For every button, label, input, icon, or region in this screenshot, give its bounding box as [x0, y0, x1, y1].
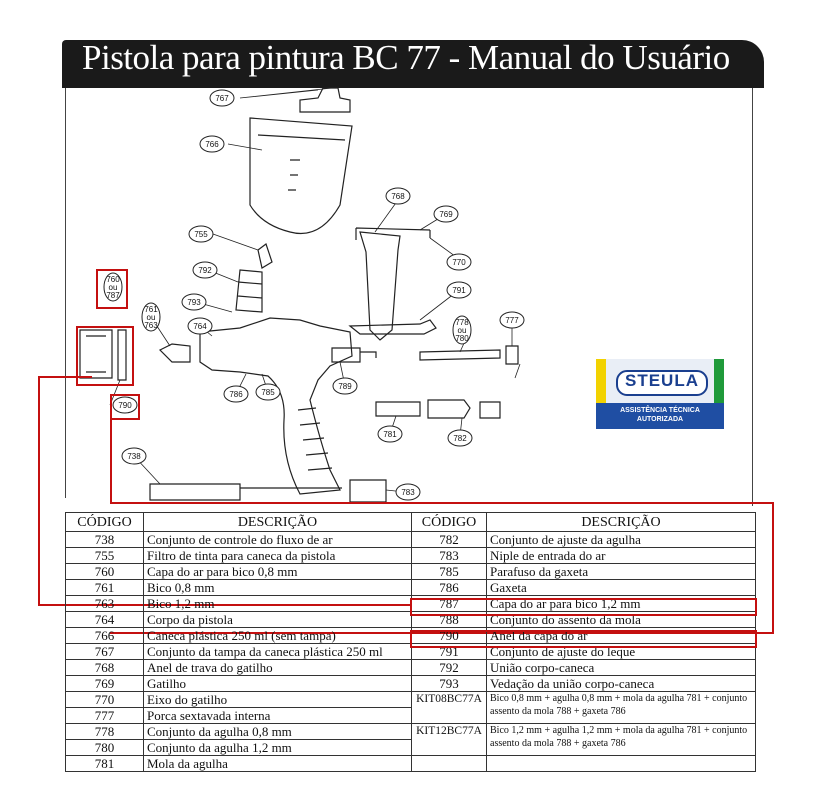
row-description: Conjunto da agulha 0,8 mm — [144, 724, 412, 740]
row-description: Bico 0,8 mm — [144, 580, 412, 596]
row-code: 790 — [412, 628, 487, 644]
row-code: 761 — [66, 580, 144, 596]
nipple-783 — [350, 480, 386, 502]
table-body — [66, 532, 756, 772]
callout-label: 738 — [127, 452, 141, 461]
callout-label: 786 — [229, 390, 243, 399]
header-code-left: CÓDIGO — [66, 513, 144, 532]
callout-label: 778 ou 780 — [455, 318, 469, 343]
table-row — [66, 660, 756, 676]
row-code: 769 — [66, 676, 144, 692]
highlight-line-left-top — [38, 376, 92, 378]
logo-name: STEULA — [625, 371, 699, 390]
row-code: 760 — [66, 564, 144, 580]
kit-description: Bico 0,8 mm + agulha 0,8 mm + mola da agulha 781 + conjunto assento da mola 788 + gaxeta 786 — [487, 692, 756, 724]
nozzle — [160, 344, 190, 362]
callout-label: 766 — [205, 140, 219, 149]
table-row — [66, 580, 756, 596]
row-code: 793 — [412, 676, 487, 692]
row-description: União corpo-caneca — [487, 660, 756, 676]
callout-label: 782 — [453, 434, 467, 443]
row-code: 780 — [66, 740, 144, 756]
row-code: 763 — [66, 596, 144, 612]
logo-subtitle-2: AUTORIZADA — [636, 416, 684, 423]
row-code: 738 — [66, 532, 144, 548]
row-code: 782 — [412, 532, 487, 548]
row-description: Mola da agulha — [144, 756, 412, 772]
row-code: 777 — [66, 708, 144, 724]
callout-label: 764 — [193, 322, 207, 331]
table-row — [66, 532, 756, 548]
row-description: Niple de entrada do ar — [487, 548, 756, 564]
kit-description: Bico 1,2 mm + agulha 1,2 mm + mola da agulha 781 + conjunto assento da mola 788 + gaxeta 786 — [487, 724, 756, 756]
row-code: 792 — [412, 660, 487, 676]
table-row — [66, 548, 756, 564]
row-code: 755 — [66, 548, 144, 564]
row-code: 766 — [66, 628, 144, 644]
highlight-row-790 — [410, 630, 757, 648]
row-description: Conjunto de ajuste da agulha — [487, 532, 756, 548]
callout-label: 777 — [505, 316, 519, 325]
callout-label: 790 — [118, 401, 132, 410]
row-code: 781 — [66, 756, 144, 772]
table-row — [66, 756, 756, 772]
table-row — [66, 676, 756, 692]
row-description: Eixo do gatilho — [144, 692, 412, 708]
row-description: Bico 1,2 mm — [144, 596, 412, 612]
callout-label: 791 — [452, 286, 466, 295]
table-row — [66, 564, 756, 580]
row-description: Conjunto da tampa da caneca plástica 250 ml — [144, 644, 412, 660]
highlight-line-mid-vert — [110, 416, 112, 504]
callout-label: 781 — [383, 430, 397, 439]
callout-label: 768 — [391, 192, 405, 201]
kit-code: KIT12BC77A — [412, 724, 487, 756]
row-description: Filtro de tinta para caneca da pistola — [144, 548, 412, 564]
row-code: 768 — [66, 660, 144, 676]
row-description: Gatilho — [144, 676, 412, 692]
callout-label: 789 — [338, 382, 352, 391]
empty-cell — [487, 756, 756, 772]
trigger — [360, 232, 400, 340]
highlight-line-left-vert — [38, 376, 40, 606]
row-description: Conjunto de ajuste do leque — [487, 644, 756, 660]
cup-ribs — [258, 135, 345, 190]
row-description: Caneca plástica 250 ml (sem tampa) — [144, 628, 412, 644]
logo-yellow-bar — [596, 359, 606, 403]
callout-label: 770 — [452, 258, 466, 267]
adjust-777 — [506, 346, 518, 364]
highlight-box-790 — [110, 394, 140, 420]
callout-label: 760 ou 787 — [106, 275, 120, 300]
row-description: Conjunto da agulha 1,2 mm — [144, 740, 412, 756]
row-code: 783 — [412, 548, 487, 564]
spring-781 — [376, 402, 420, 416]
row-description: Anel da capa do ar — [487, 628, 756, 644]
callout-label: 767 — [215, 94, 229, 103]
table-row — [66, 692, 756, 708]
steula-logo — [596, 359, 724, 429]
callout-label: 783 — [401, 488, 415, 497]
kit-code: KIT08BC77A — [412, 692, 487, 724]
row-code: 791 — [412, 644, 487, 660]
callout-label: 769 — [439, 210, 453, 219]
row-description: Gaxeta — [487, 580, 756, 596]
page-title: Pistola para pintura BC 77 - Manual do Usuário — [82, 38, 730, 77]
highlight-row-787 — [410, 598, 757, 616]
logo-subtitle-1: ASSISTÊNCIA TÉCNICA — [620, 407, 700, 414]
row-code: 786 — [412, 580, 487, 596]
row-code: 788 — [412, 612, 487, 628]
adjust-782 — [428, 400, 500, 418]
callout-label: 785 — [261, 388, 275, 397]
row-code: 778 — [66, 724, 144, 740]
filter — [258, 244, 272, 268]
row-description: Conjunto do assento da mola — [487, 612, 756, 628]
callout-label: 793 — [187, 298, 201, 307]
row-code: 787 — [412, 596, 487, 612]
callout-label: 755 — [194, 230, 208, 239]
logo-green-bar — [714, 359, 724, 403]
cup-lid — [300, 88, 350, 112]
row-description: Capa do ar para bico 1,2 mm — [487, 596, 756, 612]
highlight-box-760-787 — [96, 269, 128, 309]
row-code: 770 — [66, 692, 144, 708]
table-row — [66, 724, 756, 740]
fan-791 — [332, 348, 376, 362]
row-description: Capa do ar para bico 0,8 mm — [144, 564, 412, 580]
gun-body — [200, 318, 352, 494]
row-description: Vedação da união corpo-caneca — [487, 676, 756, 692]
row-code: 767 — [66, 644, 144, 660]
row-description: Conjunto de controle do fluxo de ar — [144, 532, 412, 548]
trigger-axle — [356, 228, 430, 240]
air-control-738 — [150, 484, 342, 500]
row-description: Corpo da pistola — [144, 612, 412, 628]
empty-cell — [412, 756, 487, 772]
union — [236, 270, 262, 312]
callout-label: 761 ou 763 — [144, 305, 158, 330]
header-code-right: CÓDIGO — [412, 513, 487, 532]
row-code: 785 — [412, 564, 487, 580]
header-desc-right: DESCRIÇÃO — [487, 513, 756, 532]
table-header-row — [66, 513, 756, 532]
row-description: Parafuso da gaxeta — [487, 564, 756, 580]
row-code: 764 — [66, 612, 144, 628]
row-description: Porca sextavada interna — [144, 708, 412, 724]
header-desc-left: DESCRIÇÃO — [144, 513, 412, 532]
row-description: Anel de trava do gatilho — [144, 660, 412, 676]
callout-label: 792 — [198, 266, 212, 275]
